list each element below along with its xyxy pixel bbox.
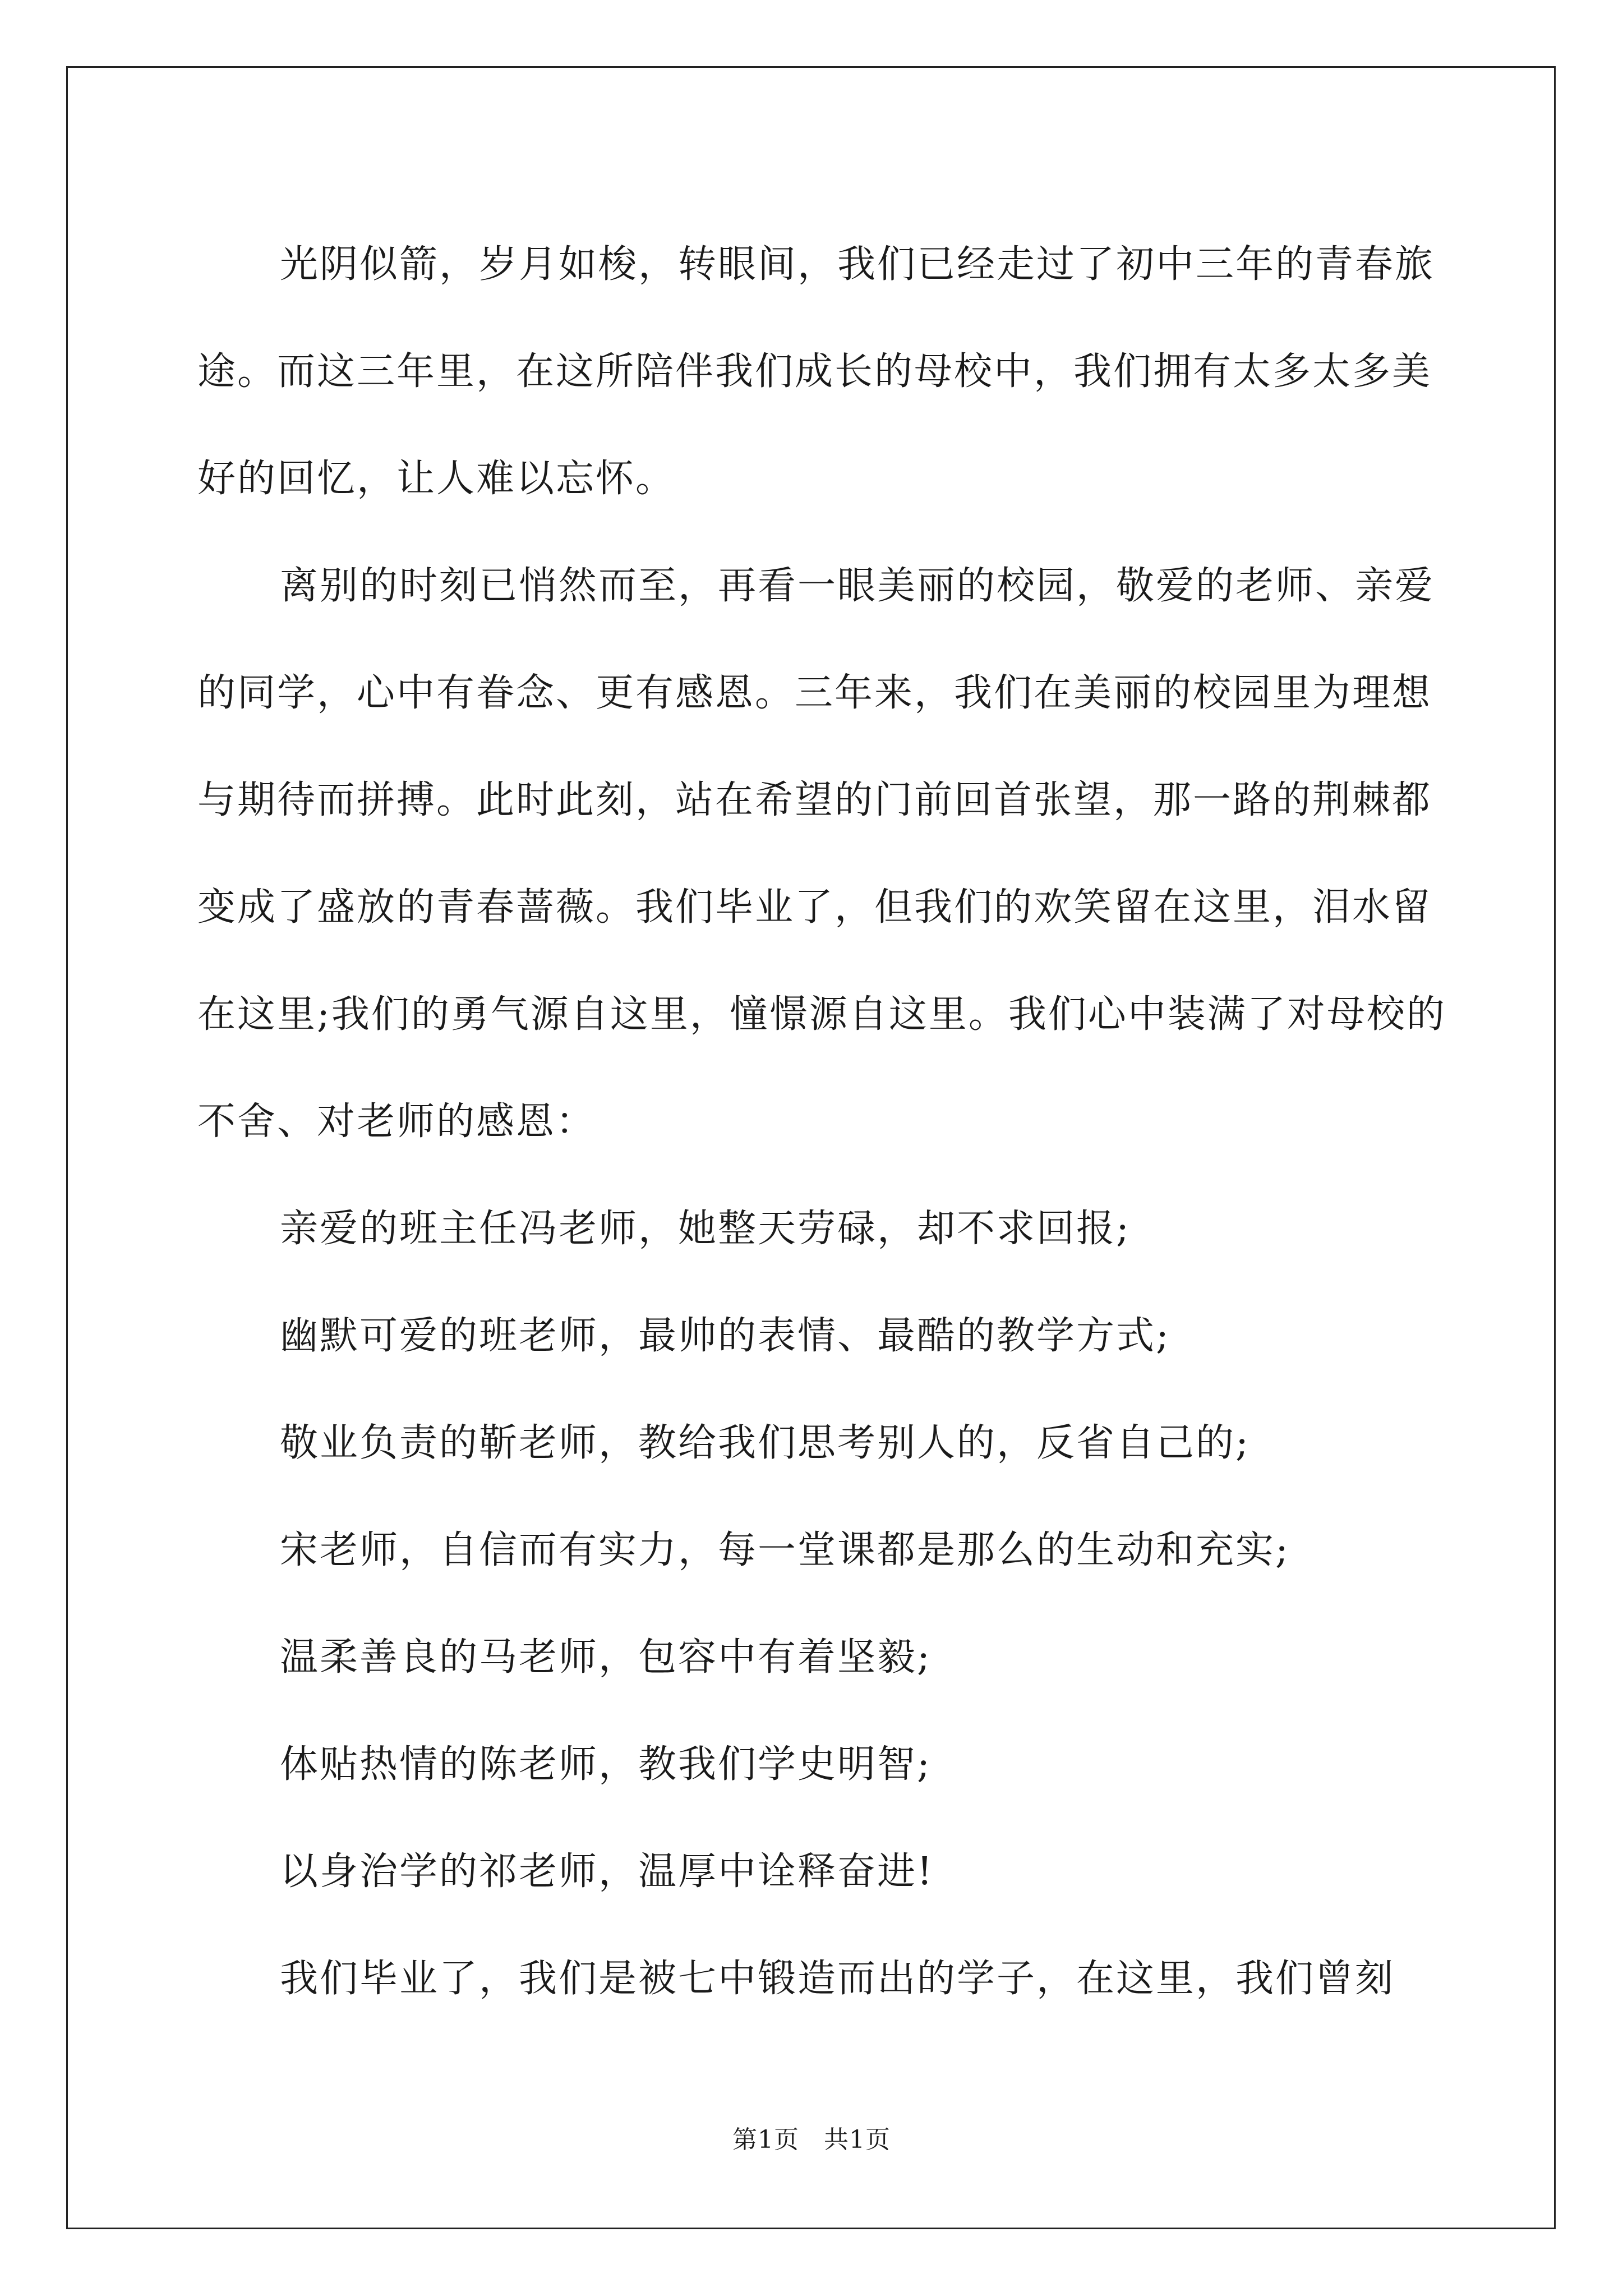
paragraph-10: 我们毕业了，我们是被七中锻造而出的学子，在这里，我们曾刻 xyxy=(280,1957,1395,2001)
paragraph-3: 亲爱的班主任冯老师，她整天劳碌，却不求回报; xyxy=(280,1207,1131,1251)
page-number: 第1页 xyxy=(732,2125,799,2154)
page-total: 共1页 xyxy=(824,2125,891,2154)
paragraph-2: 离别的时刻已悄然而至，再看一眼美丽的校园，敬爱的老师、亲爱的同学，心中有眷念、更有感恩。三年来，我们在美丽的校园里为理想与期待而拼搏。此时此刻，站在希望的门前回首张望，那一路的荆棘都变成了盛放的青春蔷薇。我们毕业了，但我们的欢笑留在这里，泪水留在这里;我们的勇气源自这里，憧憬源自这里。我们心中装满了对母校的不舍、对老师的感恩： xyxy=(197,564,1446,1144)
page-footer xyxy=(0,2119,1623,2155)
paragraph-5: 敬业负责的靳老师，教给我们思考别人的，反省自己的; xyxy=(280,1421,1250,1465)
paragraph-4: 幽默可爱的班老师，最帅的表情、最酷的教学方式; xyxy=(280,1314,1170,1358)
paragraph-7: 温柔善良的马老师，包容中有着坚毅; xyxy=(280,1635,932,1680)
paragraph-9: 以身治学的祁老师，温厚中诠释奋进! xyxy=(280,1849,934,1894)
paragraph-8: 体贴热情的陈老师，教我们学史明智; xyxy=(280,1742,932,1787)
paragraph-1: 光阴似箭，岁月如梭，转眼间，我们已经走过了初中三年的青春旅途。而这三年里，在这所陪伴我们成长的母校中，我们拥有太多太多美好的回忆，让人难以忘怀。 xyxy=(197,242,1435,501)
document-body xyxy=(197,211,1454,2032)
paragraph-6: 宋老师，自信而有实力，每一堂课都是那么的生动和充实; xyxy=(280,1528,1290,1572)
